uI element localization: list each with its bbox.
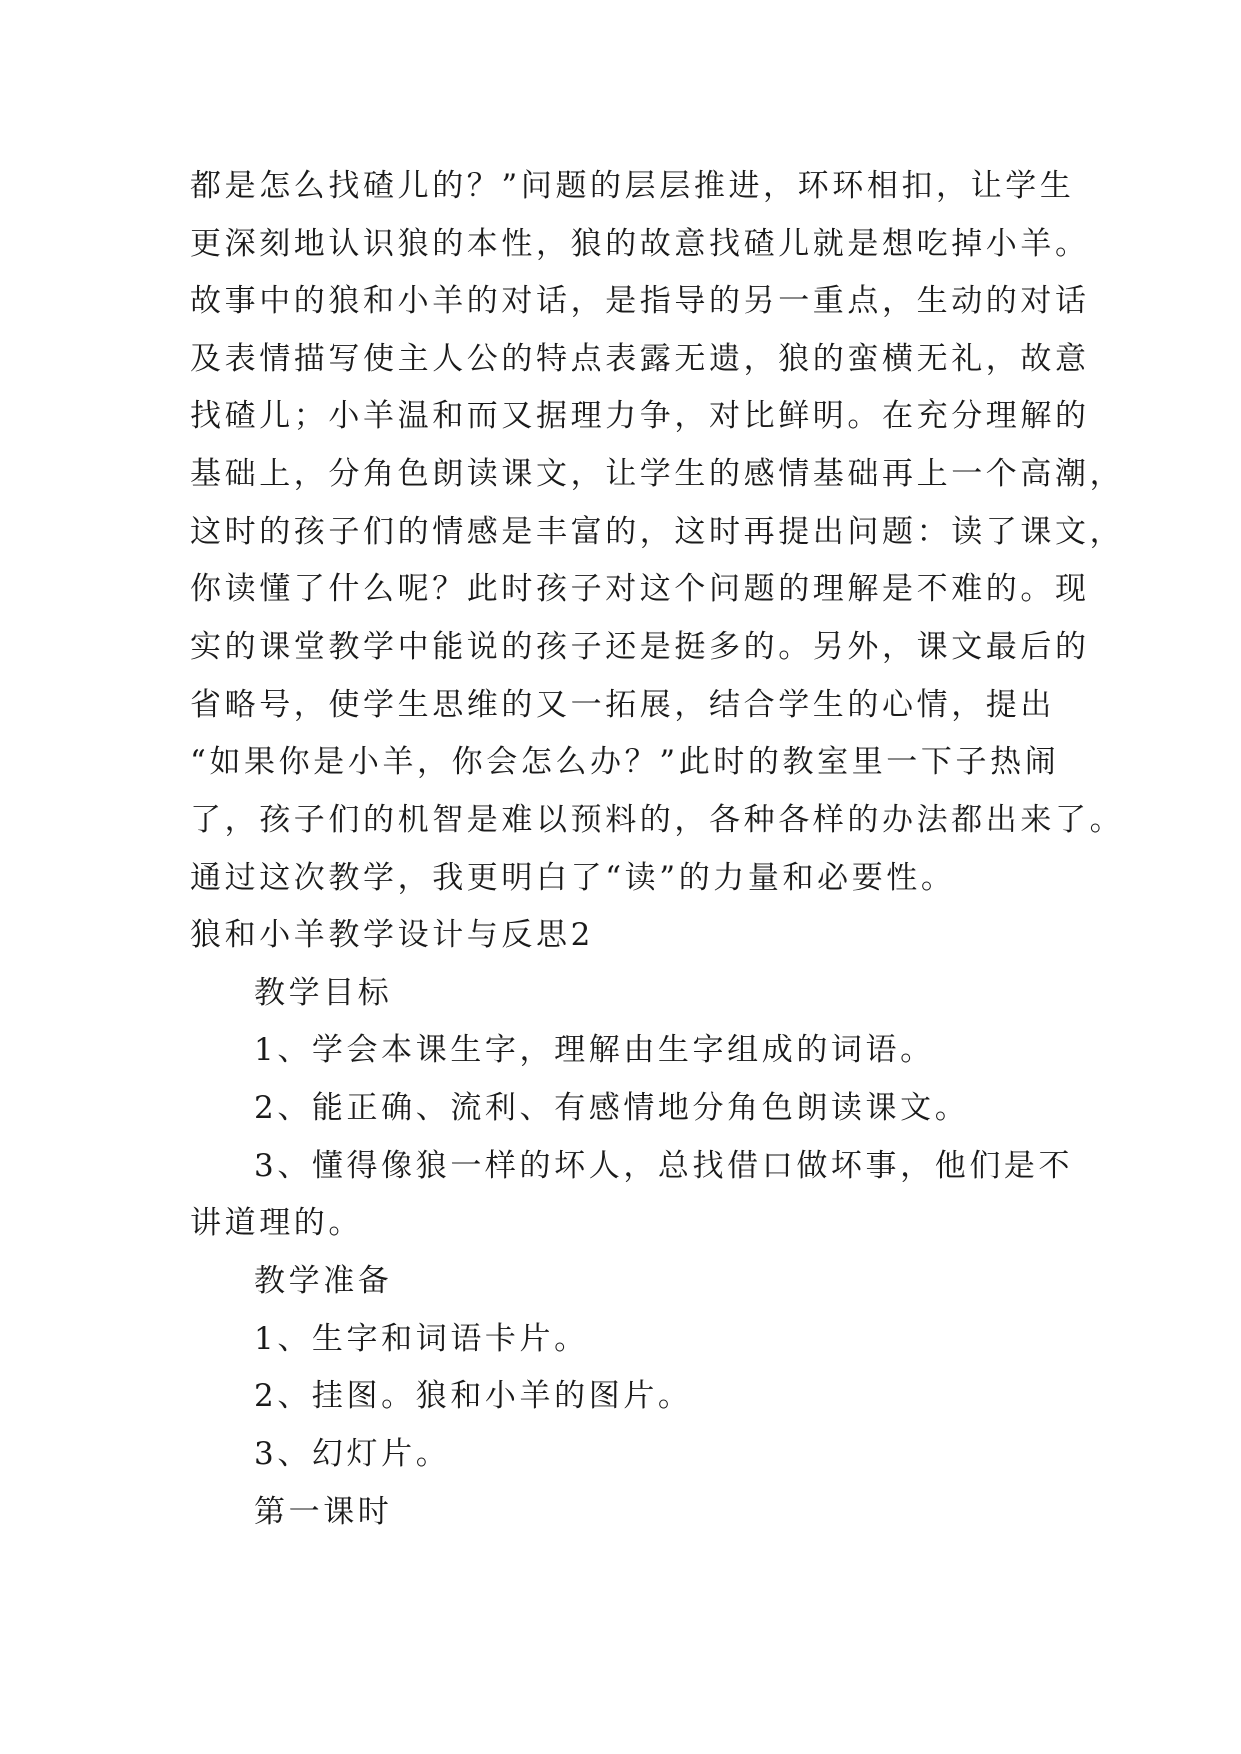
body-text-line: 更深刻地认识狼的本性，狼的故意找碴儿就是想吃掉小羊。 — [190, 226, 1090, 262]
body-text-line: 这时的孩子们的情感是丰富的，这时再提出问题：读了课文， — [190, 514, 1125, 550]
body-text-line: 故事中的狼和小羊的对话，是指导的另一重点，生动的对话 — [190, 283, 1090, 319]
section-title: 狼和小羊教学设计与反思2 — [190, 917, 594, 953]
body-text-line: 及表情描写使主人公的特点表露无遗，狼的蛮横无礼，故意 — [190, 341, 1090, 377]
body-text-line: 通过这次教学，我更明白了“读”的力量和必要性。 — [190, 860, 956, 896]
goal-item-3-continuation: 讲道理的。 — [190, 1205, 363, 1241]
goals-heading: 教学目标 — [254, 975, 393, 1011]
goal-item-2: 2、能正确、流利、有感情地分角色朗读课文。 — [254, 1090, 970, 1126]
body-text-line: 都是怎么找碴儿的？”问题的层层推进，环环相扣，让学生 — [190, 168, 1075, 204]
goal-item-1: 1、学会本课生字，理解由生字组成的词语。 — [254, 1032, 935, 1068]
body-text-line: 找碴儿；小羊温和而又据理力争，对比鲜明。在充分理解的 — [190, 398, 1090, 434]
body-text-line: 实的课堂教学中能说的孩子还是挺多的。另外，课文最后的 — [190, 629, 1090, 665]
body-text-line: 省略号，使学生思维的又一拓展，结合学生的心情，提出 — [190, 687, 1055, 723]
prep-item-3: 3、幻灯片。 — [254, 1436, 451, 1472]
body-text-line: 基础上，分角色朗读课文，让学生的感情基础再上一个高潮， — [190, 456, 1125, 492]
lesson-heading: 第一课时 — [254, 1494, 393, 1530]
body-text-line: 了，孩子们的机智是难以预料的，各种各样的办法都出来了。 — [190, 802, 1125, 838]
body-text-line: 你读懂了什么呢？此时孩子对这个问题的理解是不难的。现 — [190, 571, 1090, 607]
prep-item-1: 1、生字和词语卡片。 — [254, 1321, 589, 1357]
prep-heading: 教学准备 — [254, 1263, 393, 1299]
body-text-line: “如果你是小羊，你会怎么办？”此时的教室里一下子热闹 — [190, 744, 1060, 780]
prep-item-2: 2、挂图。狼和小羊的图片。 — [254, 1378, 693, 1414]
goal-item-3: 3、懂得像狼一样的坏人，总找借口做坏事，他们是不 — [254, 1148, 1074, 1184]
